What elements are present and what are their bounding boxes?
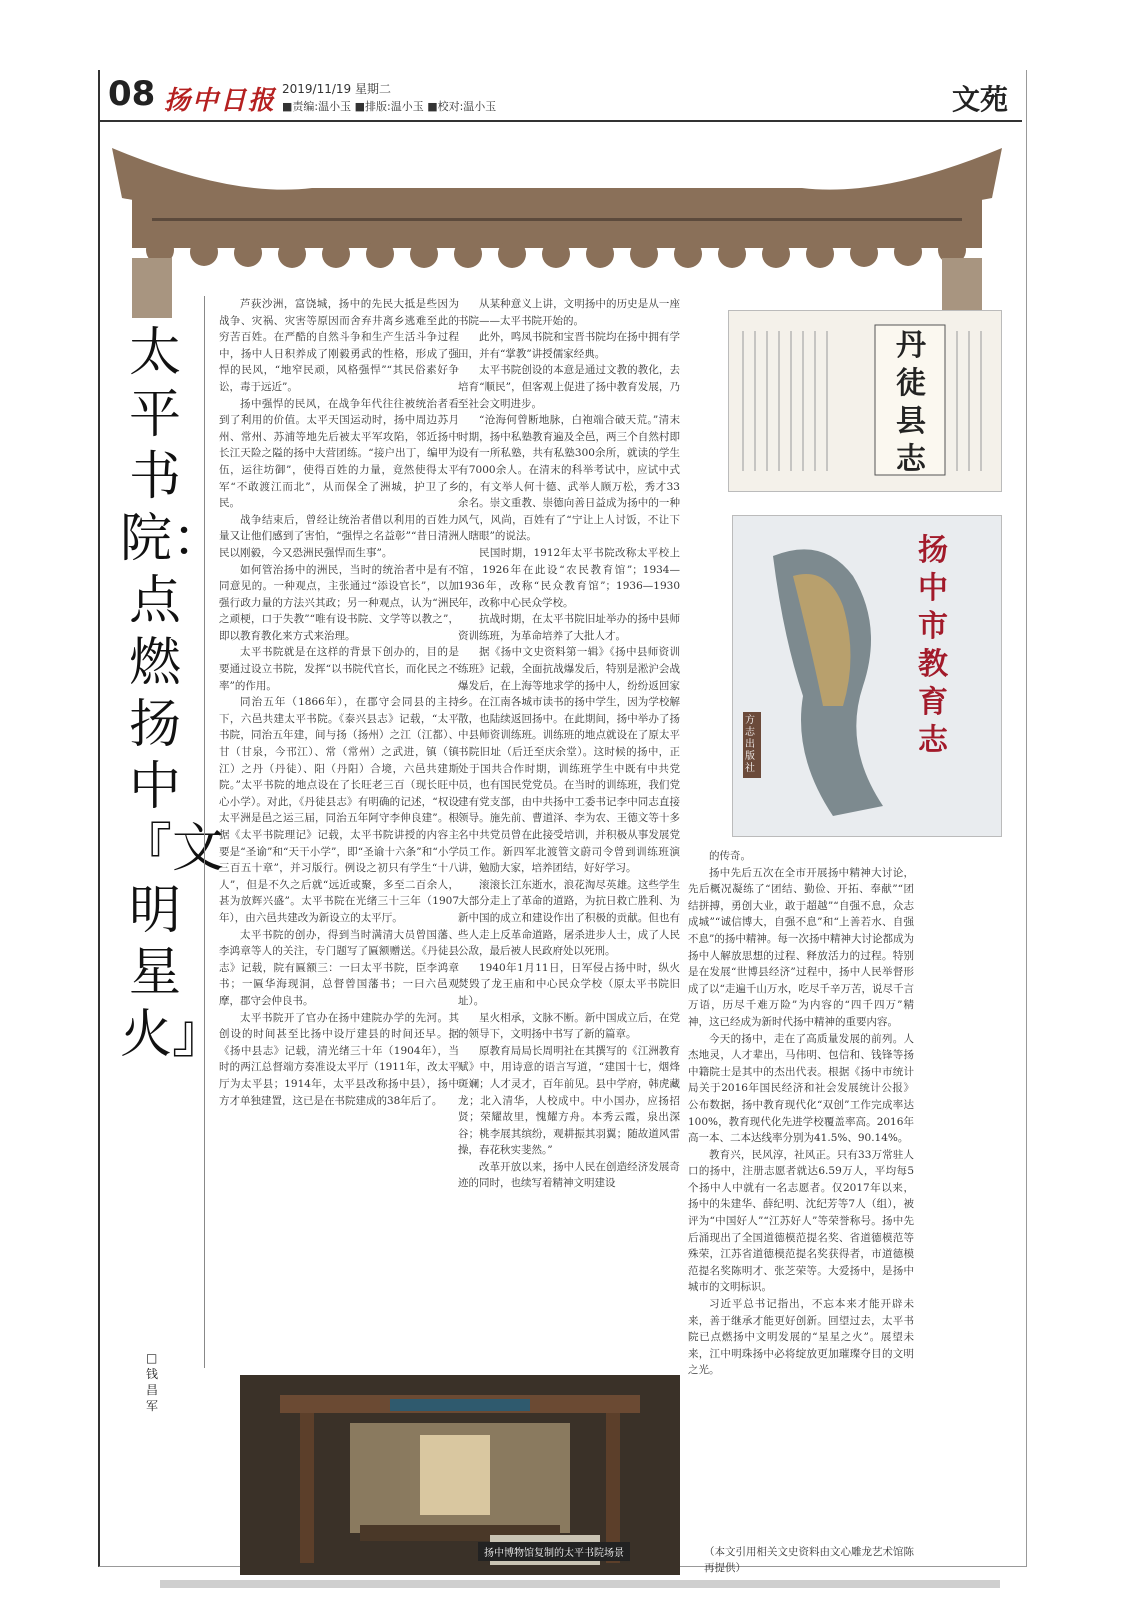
- article-column-2: [458, 296, 680, 1368]
- paragraph: 太平书院的创办，得到当时满清大员曾国藩、李鸿章等人的关注，专门题写了匾额赠送。《丹徒县志》记载，院有匾额三：一曰太平书院，臣李鸿章书；一匾华海现洞，总督曾国藩书；一曰六邑观摩，郡守会仲良书。: [219, 928, 459, 1007]
- paragraph: “沧海何曾断地脉，白袍端合破天荒。”清末时期，扬中私塾教育遍及全邑，两三个自然村即设有一所私塾，共有私塾300余所，就读的学生有7000余人。在清末的科举考试中，应试中式的，有文举人何十德、武举人顾万松，秀才33余名。崇文重教、崇德向善日益成为扬中的一种风气，风尚，百姓有了“宁让上人讨饭，不让下人瞎眼”的说法。: [458, 414, 680, 543]
- section-name: 文苑: [951, 83, 1008, 116]
- paragraph: 此外，鸣凤书院和宝晋书院均在扬中拥有学田，并有“掌教”讲授儒家经典。: [458, 331, 680, 360]
- paragraph: 战争结束后，曾经让统治者借以利用的百姓力量又让他们感到了害怕，“强悍之名益彰”“昔日清洲民以刚毅，今又恐洲民强悍而生事”。: [219, 513, 459, 559]
- paragraph: 扬中先后五次在全市开展扬中精神大讨论，先后概况凝练了“团结、勤俭、开拓、奉献”“团结拼搏，勇创大业，敢于超越”“自强不息，众志成城”“诚信博大，自强不息”和“上善若水、自强不息”的扬中精神。每一次扬中精神大讨论都成为扬中人解放思想的过程、释放活力的过程。特别是在发展“世博县经济”过程中，扬中人民举督形成了以“走遍千山万水，吃尽千辛万苦，说尽千言万语，历尽千难万险”为内容的“四千四万”精神，这已经成为新时代扬中精神的重要内容。: [688, 866, 914, 1028]
- paragraph: 今天的扬中，走在了高质量发展的前列。人杰地灵，人才辈出，马伟明、包信和、钱锋等扬中籍院士是其中的杰出代表。根据《扬中市统计局关于2016年国民经济和社会发展统计公报》公布数据，扬中教育现代化“双创”工作完成率达100%，教育现代化先进学校覆盖率高。2016年高一本、二本达线率分别为41.5%、90.14%。: [688, 1032, 914, 1145]
- editor-credits: ■责编:温小玉 ■排版:温小玉 ■校对:温小玉: [282, 100, 497, 113]
- paragraph: 如何管治扬中的洲民，当时的统治者中是有不同意见的。一种观点，主张通过“添设官长”，以加强行政力量的方法兴其政；另一种观点，认为“洲民之顽梗，口于失教”“唯有设书院、文学等以教之”，即以教育教化来方式来治理。: [219, 563, 459, 642]
- paragraph: 的传奇。: [709, 850, 751, 862]
- footer-bar: [160, 1580, 1000, 1588]
- paragraph: 习近平总书记指出，不忘本来才能开辟未来，善于继承才能更好创新。回望过去，太平书院已点燃扬中文明发展的“星星之火”。展望未来，江中明珠扬中必将绽放更加璀璨夺目的文明之光。: [688, 1298, 914, 1377]
- photo-caption: 扬中博物馆复制的太平书院场景: [478, 1542, 630, 1561]
- article-column-3: [688, 848, 914, 1444]
- gazetteer-page-illustration: [729, 311, 1001, 491]
- paragraph: 扬中强悍的民风，在战争年代往往被统治者看到了利用的价值。太平天国运动时，扬中周边苏月州、常州、苏浦等地先后被太平军攻陷，邻近扬中长江天险之隘的扬中大营团练。“接户出丁，编甲为伍，运往坊御”，使得百姓的力量，竟然使得太平军“不敢渡江而北”，从而保全了洲城，护卫了乡民。: [219, 397, 459, 510]
- paragraph: 太平书院创设的本意是通过文教的教化，去培育“顺民”，但客观上促进了扬中教育发展，乃至社会文明进步。: [458, 364, 680, 410]
- page-number: 08: [108, 74, 156, 114]
- article-column-1: [204, 296, 459, 1368]
- paragraph: 据《扬中文史资料第一辑》《扬中县师资训练班》记载，全面抗战爆发后，特别是淞沪会战爆发后，在上海等地求学的扬中人，纷纷返回家乡。在江南各城市读书的扬中学生，因为学校解散，也陆续返回扬中。在此期间，扬中举办了扬中县师资训练班。训练班的地点就设在了原太平书院旧址（后迁至庆余堂）。这时候的扬中，正处于国共合作时期，训练班学生中既有中共党员，也有国民党党员。在当时的训练班，我们党建有党支部，由中共扬中工委书记李中同志直接领导。施先前、曹道泽、李为农、王德文等十多名中共党员曾在此接受培训，并积极从事发展党员工作。新四军北渡管文蔚司令曾到训练班演讲，勉励大家，培养团结，好好学习。: [458, 646, 680, 875]
- paragraph: 太平书院就是在这样的背景下创办的，目的是要通过设立书院，发挥“以书院代官长，而化民之不率”的作用。: [219, 646, 459, 692]
- paragraph: 从某种意义上讲，文明扬中的历史是从一座书院——太平书院开始的。: [458, 298, 680, 327]
- newspaper-masthead: 扬中日报: [164, 86, 277, 116]
- paragraph: 教育兴，民风淳，社风正。只有33万常驻人口的扬中，注册志愿者就达6.59万人，平均每5个扬中人中就有一名志愿者。仅2017年以来，扬中的朱建华、薛纪明、沈纪芳等7人（组），被评为“中国好人”“江苏好人”等荣誉称号。扬中先后涌现出了全国道德模范提名奖、省道德模范等殊荣，江苏省道德模范提名奖获得者，市道德模范提名奖陈明才、张芝荣等。大爱扬中，是扬中城市的文明标识。: [688, 1148, 914, 1294]
- education-gazetteer-cover: [732, 515, 1002, 837]
- paragraph: 芦荻沙洲，富饶城，扬中的先民大抵是些因为战争、灾祸、灾害等原因而舍弃井离乡逃难至此的穷苦百姓。在严酷的自然斗争和生产生活斗争过程中，扬中人日积养成了刚毅勇武的性格，形成了强悍的民风，“地窄民顽，风格强悍”“其民俗素好争讼，毒于远近”。: [219, 298, 459, 393]
- paragraph: 抗战时期，在太平书院旧址举办的扬中县师资训练班，为革命培养了大批人才。: [458, 613, 680, 642]
- paragraph: 原教育局局长周明社在其撰写的《江洲教育赋》中，用诗意的语言写道，“建国十七，烟烽斑斓；人才灵才，百年前见。县中学府，韩虎藏龙；北入清华，人校成中。中小国办，应扬招贤；荣耀故里，愧耀方舟。本秀云霞，泉出深谷；桃李展其缤纷，观耕振其羽翼；随故道风雷操，春花秋实斐然。”: [458, 1044, 680, 1157]
- book-title-education: 扬中市教育志: [918, 533, 948, 758]
- paragraph: 民国时期，1912年太平书院改称太平校上馆，1926年在此设“农民教育馆”；1934—1936年，改称“民众教育馆”；1936—1930年，改称中心民众学校。: [458, 546, 680, 609]
- dantu-gazetteer-image: [728, 310, 1002, 492]
- article-byline: □钱昌军: [146, 1351, 159, 1413]
- page-header: [100, 72, 1022, 122]
- book-title-dantu: 丹徒县志: [896, 328, 926, 477]
- roof-illustration: [112, 138, 1002, 318]
- article-title: 太平书院：点燃扬中『文明星火』: [120, 323, 225, 1065]
- publisher-label: 方志出版社: [743, 712, 761, 778]
- paragraph: 太平书院开了官办在扬中建院办学的先河。其创设的时间甚至比扬中设厅建县的时间还早。据《扬中县志》记载，清光绪三十年（1904年），当时的两江总督端方奏准设太平厅（1911年，改太平厅为太平县；1914年，太平县改称扬中县），扬中方才单独建置，这已是在书院建成的38年后了。: [219, 1011, 459, 1107]
- paragraph: 同治五年（1866年），在郡守会同县的主持下，六邑共建太平书院。《泰兴县志》记载，“太平书院，同治五年建，间与扬（扬州）之江（江都）、甘（甘泉，今邗江）、常（常州）之武进，镇（镇江）之丹（丹徒）、阳（丹阳）合境，六邑共建斯院。”太平书院的地点设在了长旺老三百（现长旺中心小学）。对此，《丹徒县志》有明确的记述，“权设太平洲是邑之运三届，同治五年阿守李伸良建”。根据《太平书院理记》记载，太平书院讲授的内容主要是“圣谕”和“天干小学”，即“圣谕十六条”和“小学三百五十章”，并习版行。例设之初只有学生“十八人”，但是不久之后就“远近或聚，多至二百余人，甚为放辉兴盛”。太平书院在光绪三十三年（1907年），由六邑共建改为新设立的太平厅。: [219, 696, 459, 924]
- issue-date: 2019/11/19 星期二: [282, 82, 391, 96]
- cover-map-illustration: [733, 516, 1001, 836]
- paragraph: 改革开放以来，扬中人民在创造经济发展奇迹的同时，也续写着精神文明建设: [458, 1160, 680, 1190]
- source-credit: （本文引用相关文史资料由文心雕龙艺术馆陈再提供）: [704, 1546, 914, 1574]
- paragraph: 滚滚长江东逝水，浪花淘尽英雄。这些学生大部分走上了革命的道路，为抗日救亡胜利、为新中国的成立和建设作出了积极的贡献。但也有些人走上反革命道路，屠杀进步人士，成了人民公敌，最后被人民政府处以死刑。: [458, 878, 680, 958]
- paragraph: 1940年1月11日，日军侵占扬中时，纵火焚毁了龙王庙和中心民众学校（原太平书院旧址）。: [458, 961, 680, 1007]
- paragraph: 星火相承，文脉不断。新中国成立后，在党的领导下，文明扬中书写了新的篇章。: [458, 1011, 680, 1041]
